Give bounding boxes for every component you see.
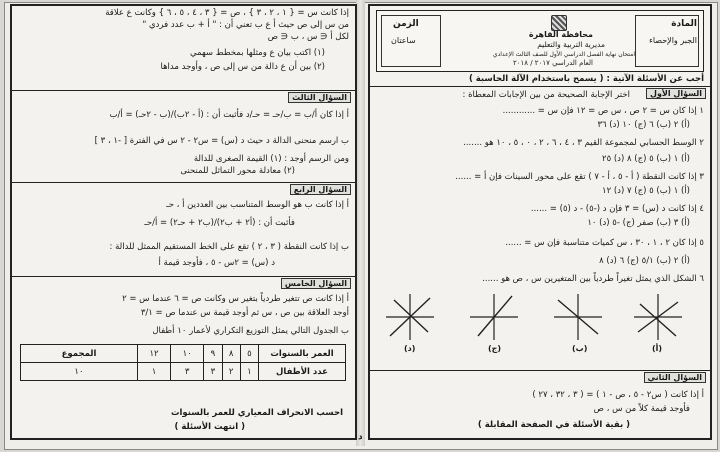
table-cell: ٥ — [240, 345, 258, 363]
office-name: محافظة القاهرة — [528, 30, 593, 39]
q1-item-3: ٣ إذا كانت النقطة ( أ - ٥ ، أ - ٧ ) تقع على محور السينات فإن أ = ...... — [455, 172, 704, 182]
q4-line-b: فأثبت أن : (أ٢ + ب٢)/(ب٢ + حـ٢) = أ/حـ — [144, 218, 295, 228]
q1-choices-1: (أ) ٢ (ب) ٦ (ج) ١٠ (د) ٣٦ — [597, 120, 690, 130]
q1-choices-2: (أ) ١ (ب) ٥ (ج) ٨ (د) ٢٥ — [602, 154, 690, 164]
time-label: الزمن — [393, 19, 419, 29]
q1-instruction: اختر الإجابة الصحيحة من بين الإجابات المعطاة : — [462, 90, 630, 100]
q4-line-c: ب إذا كانت النقطة ( ٣ ، ٢ ) تقع على الخط المستقيم الممثل للدالة : — [109, 242, 349, 252]
q1-choices-3: (أ) ١ (ب) ٥ (ج) ٧ (د) ١٢ — [602, 186, 690, 196]
q4-label: السؤال الرابع — [290, 184, 351, 195]
graph-label-b: (ب) — [572, 344, 588, 353]
exam-title: امتحان نهاية الفصل الدراسي الأول للصف الثالث الإعدادي — [492, 51, 635, 58]
subject-name: الجبر والإحصاء — [649, 36, 697, 45]
q5-label: السؤال الخامس — [281, 278, 351, 289]
table-cell: ٣ — [171, 363, 204, 381]
q3-line-c: ومن الرسم أوجد : (١) القيمة الصغرى للدالة — [193, 154, 349, 164]
q2-label: السؤال الثاني — [644, 372, 706, 383]
q1-item-2: ٢ الوسط الحسابي لمجموعة القيم ٣ ، ٤ ، ٦ ، ٢ ، ٠ ، ٥ ، ١٠ هو ....... — [463, 138, 704, 148]
graph-a-icon — [632, 292, 684, 342]
table-header-count: عدد الأطفال — [259, 363, 346, 381]
q1-choices-4: (أ) ٣ (ب) صفر (ج) -٥ (د) ١٠ — [587, 218, 690, 228]
table-header-age: العمر بالسنوات — [259, 345, 346, 363]
q1-choices-5: (أ) ٢ (ب) ٥/١ (ج) ٦ (د) ٨ — [599, 256, 690, 266]
q1-label: السؤال الأول — [646, 88, 706, 99]
q2-label-wrap — [644, 372, 706, 384]
q3-line-d: (٢) معادلة محور التماثل للمنحنى — [180, 166, 295, 176]
page-fold — [356, 0, 365, 446]
q5-line-a: أ إذا كانت ص تتغير طردياً بتغير س وكانت ص = ٦ عندما س = ٢ — [122, 294, 349, 304]
relation-line-3: لكل أ ∈ س ، ب ∈ ص — [267, 32, 349, 42]
table-cell: ١ — [137, 363, 170, 381]
exam-term: العام الدراسي ٢٠١٧ / ٢٠١٨ — [512, 59, 593, 67]
directorate-name: مديرية التربية والتعليم — [537, 40, 605, 49]
divider — [370, 86, 710, 87]
frequency-table — [20, 344, 346, 381]
relation-line-1: إذا كانت س = { ١ ، ٢ ، ٣ } ، ص = { ٣ ، ٤ ، ٥ ، ٦ } وكانت ع علاقة — [105, 8, 349, 18]
graph-b-icon — [552, 292, 604, 342]
subject-label: المادة — [671, 19, 697, 29]
q2-line-b: فأوجد قيمة كلاً من س ، ص — [593, 404, 690, 414]
table-cell: ٢ — [222, 363, 240, 381]
q1-label-wrap — [646, 88, 706, 100]
graph-label-a: (أ) — [652, 344, 663, 353]
q5-label-wrap — [281, 278, 351, 290]
divider — [370, 370, 710, 371]
q1-item-6: ٦ الشكل الذي يمثل تغيراً طردياً بين المتغيرين س ، ص هو ...... — [482, 274, 704, 284]
graph-label-c: (ج) — [488, 344, 502, 353]
divider — [12, 90, 355, 91]
graph-d-icon — [384, 292, 436, 342]
relation-line-2: من س إلى ص حيث أ ع ب تعني أن : " أ + ب عدد فردي " — [142, 20, 349, 30]
divider — [12, 276, 355, 277]
relation-line-5: (٢) بين أن ع دالة من س إلى ص ، وأوجد مداها — [160, 62, 325, 72]
q5-line-b: أوجد العلاقة بين ص ، س ثم أوجد قيمة س عندما ص = ٣/١ — [140, 308, 349, 318]
exam-header — [376, 10, 704, 72]
table-row — [21, 363, 346, 381]
relation-line-4: (١) اكتب بيان ع ومثلها بمخطط سهمي — [190, 48, 325, 58]
q3-line-a: أ إذا كان أ/ب = ب/حـ = حـ/د فأثبت أن : (أ - ٢ب)/(ب - ٢حـ) = أ/ب — [109, 110, 349, 120]
footer-line-1: احسب الانحراف المعياري للعمر بالسنوات — [170, 408, 343, 418]
table-cell: ٨ — [222, 345, 240, 363]
q1-item-4: ٤ إذا كانت د (س) = ٣ فإن د (-٥) - د (٥) = ...... — [530, 204, 704, 214]
q3-line-b: ب ارسم منحنى الدالة د حيث د (س) = س٢ - ٢ س في الفترة [ -١ ، ٣ ] — [94, 136, 349, 146]
q3-label-wrap — [288, 92, 351, 104]
table-cell: ١٠ — [171, 345, 204, 363]
graph-label-d: (د) — [404, 344, 416, 353]
footer-line-2: ( انتهت الأسئلة ) — [174, 422, 245, 432]
q4-label-wrap — [290, 184, 351, 196]
q1-item-5: ٥ إذا كان ٢ ، ١ ، ٣٠ ، س كميات متناسبة فإن س = ...... — [505, 238, 704, 248]
graph-c-icon — [468, 292, 520, 342]
instructions: أجب عن الأسئلة الآتية : ( يسمح باستخدام الآلة الحاسبة ) — [468, 74, 704, 84]
right-exam-page — [368, 4, 712, 440]
continue-note: ( بقية الأسئلة في الصفحة المقابلة ) — [477, 420, 630, 430]
table-cell-total: ١٠ — [21, 363, 138, 381]
q3-label: السؤال الثالث — [288, 92, 351, 103]
table-header-total: المجموع — [21, 345, 138, 363]
divider — [12, 182, 355, 183]
time-value: ساعتان — [391, 36, 416, 45]
q4-line-d: د (س) = ٢س - ٥ ، فأوجد قيمة أ — [158, 258, 275, 268]
q5-line-c: ب الجدول التالي يمثل التوزيع التكراري لأعمار ١٠ أطفال — [152, 326, 349, 336]
q1-item-1: ١ إذا كان س = ٢ ص ، س ص = ١٢ فإن س = ............ — [502, 106, 704, 116]
left-exam-page — [10, 4, 357, 440]
page-marker: د — [358, 432, 363, 442]
q4-line-a: أ إذا كانت ب هو الوسط المتناسب بين العددين أ ، حـ — [166, 200, 349, 210]
table-cell: ١ — [240, 363, 258, 381]
table-row — [21, 345, 346, 363]
table-cell: ٩ — [204, 345, 222, 363]
table-cell: ١٢ — [137, 345, 170, 363]
table-cell: ٣ — [204, 363, 222, 381]
q2-line-a: أ إذا كانت ( س٢ - ٥ ، ص - ١ ) = ( ٣ ، ٣٢ ، ٢٧ ) — [532, 390, 704, 400]
